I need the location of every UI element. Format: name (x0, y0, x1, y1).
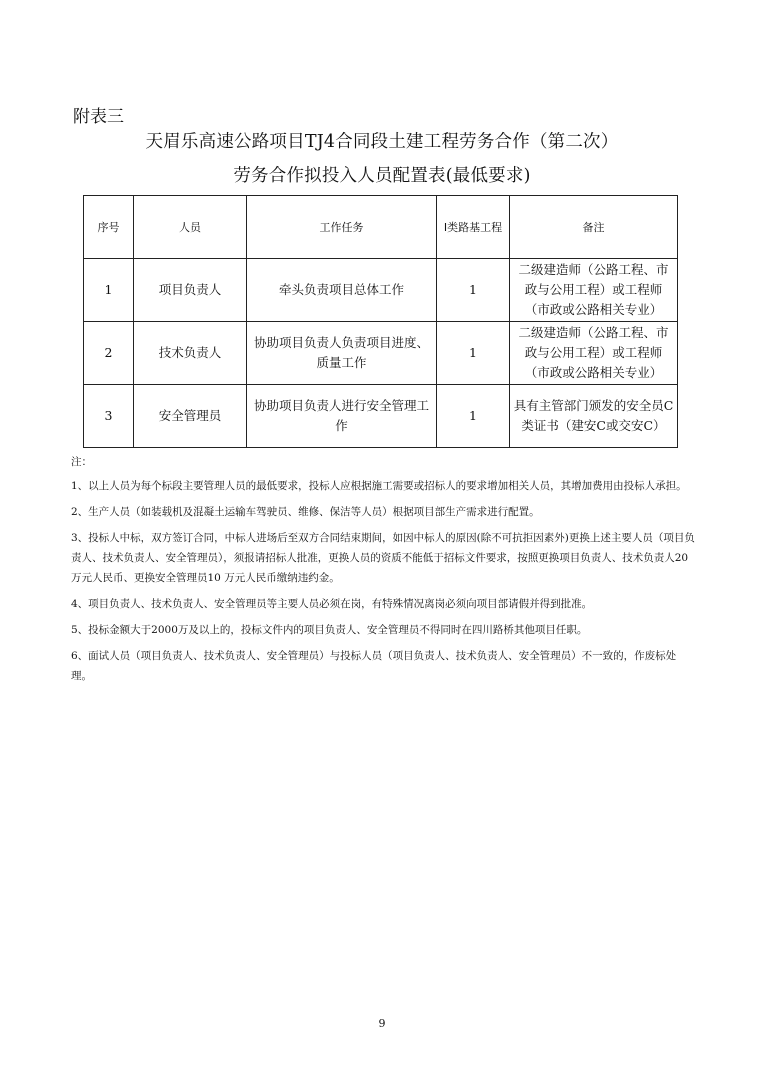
cell-personnel: 项目负责人 (134, 259, 247, 322)
note-item: 1、以上人员为每个标段主要管理人员的最低要求，投标人应根据施工需要或招标人的要求增加相关人员，其增加费用由投标人承担。 (71, 480, 687, 492)
table-row (84, 259, 678, 322)
notes-heading: 注： (71, 456, 92, 468)
cell-count: 1 (437, 322, 510, 385)
cell-no: 3 (84, 385, 134, 448)
header-no: 序号 (84, 196, 134, 259)
cell-personnel: 技术负责人 (134, 322, 247, 385)
note-item: 2、生产人员（如装载机及混凝土运输车驾驶员、维修、保洁等人员）根据项目部生产需求进行配置。 (71, 506, 540, 518)
page-number: 9 (378, 1017, 386, 1030)
cell-no: 1 (84, 259, 134, 322)
note-item: 5、投标金额大于2000万及以上的，投标文件内的项目负责人、安全管理员不得同时在四川路桥其他项目任职。 (71, 624, 588, 636)
cell-task: 牵头负责项目总体工作 (247, 259, 437, 322)
table-row (84, 385, 678, 448)
header-remark: 备注 (510, 196, 678, 259)
cell-personnel: 安全管理员 (134, 385, 247, 448)
cell-remark: 二级建造师（公路工程、市政与公用工程）或工程师（市政或公路相关专业） (510, 259, 678, 322)
table-row (84, 322, 678, 385)
cell-no: 2 (84, 322, 134, 385)
header-category-count: Ⅰ类路基工程 (437, 196, 510, 259)
cell-remark: 具有主管部门颁发的安全员C类证书（建安C或交安C） (510, 385, 678, 448)
cell-remark: 二级建造师（公路工程、市政与公用工程）或工程师（市政或公路相关专业） (510, 322, 678, 385)
cell-task: 协助项目负责人负责项目进度、质量工作 (247, 322, 437, 385)
cell-count: 1 (437, 259, 510, 322)
note-item: 3、投标人中标，双方签订合同，中标人进场后至双方合同结束期间，如因中标人的原因(除不可抗拒因素外)更换上述主要人员（项目负责人、技术负责人、安全管理员），须报请招标人批准，更换人员的资质不能低于招标文件要求，按照更换项目负责人、技术负责人20 万元人民币、更换安全管理员10 万元人民币缴纳违约金。 (71, 532, 695, 584)
table-header-row (84, 196, 678, 259)
staff-configuration-table (83, 195, 678, 448)
header-personnel: 人员 (134, 196, 247, 259)
note-item: 4、项目负责人、技术负责人、安全管理员等主要人员必须在岗，有特殊情况离岗必须向项目部请假并得到批准。 (71, 598, 593, 610)
cell-count: 1 (437, 385, 510, 448)
appendix-label: 附表三 (73, 107, 124, 127)
header-task: 工作任务 (247, 196, 437, 259)
note-item: 6、面试人员（项目负责人、技术负责人、安全管理员）与投标人员（项目负责人、技术负责人、安全管理员）不一致的，作废标处理。 (71, 650, 677, 682)
document-title: 天眉乐高速公路项目TJ4合同段土建工程劳务合作（第二次） (145, 132, 619, 152)
document-subtitle: 劳务合作拟投入人员配置表(最低要求) (233, 166, 531, 186)
cell-task: 协助项目负责人进行安全管理工作 (247, 385, 437, 448)
notes-section (71, 452, 696, 692)
